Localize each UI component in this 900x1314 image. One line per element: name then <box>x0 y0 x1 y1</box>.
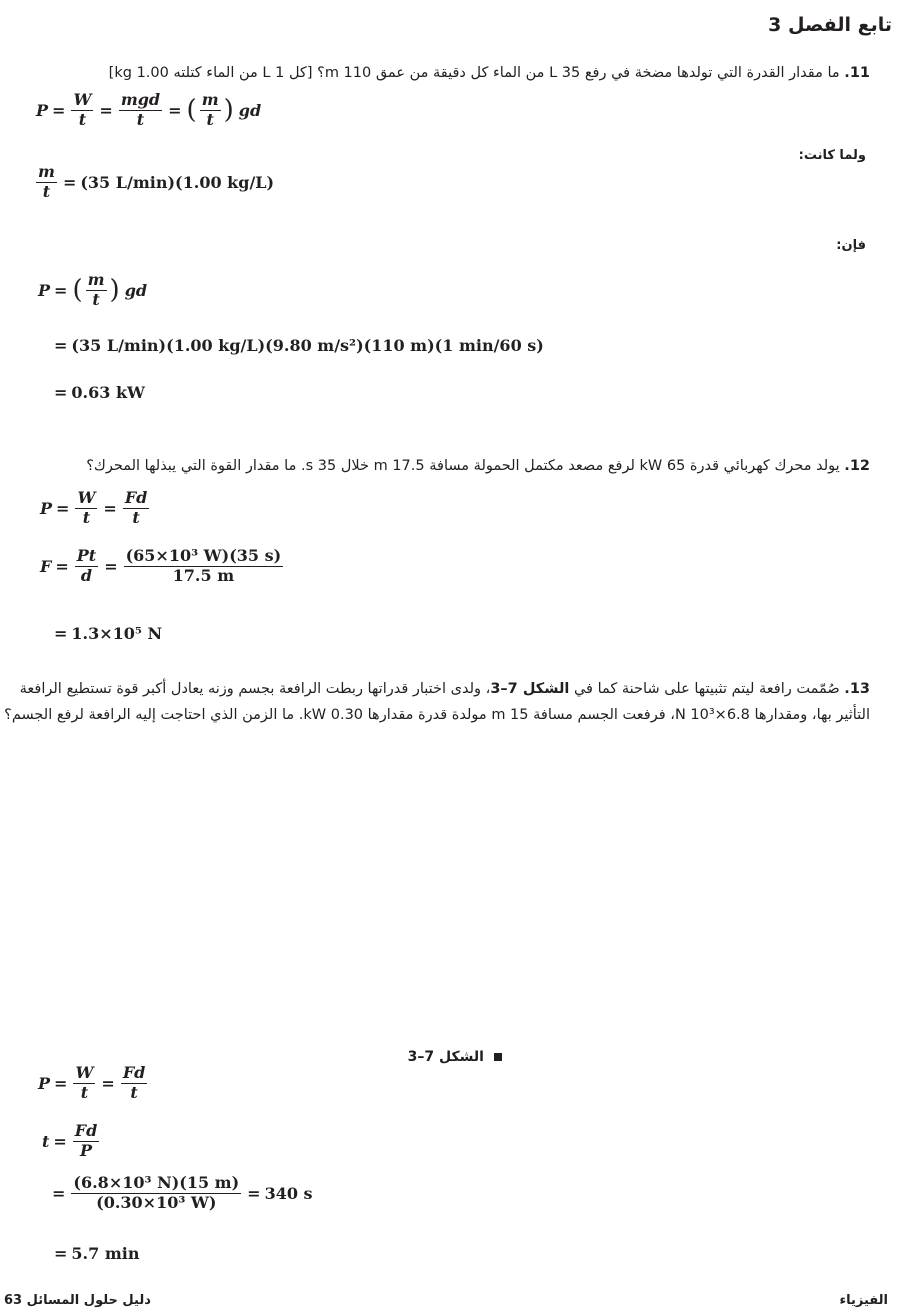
question-12 <box>4 453 870 479</box>
question-number: 12. <box>844 458 870 474</box>
q13-equation-power: P = $\frac{W}{t}$ = $\frac{Fd}{t}$ <box>38 1063 146 1102</box>
q13-answer: = 5.7 min <box>54 1244 140 1263</box>
footer-page-label: دليل حلول المسائل 63 <box>4 1293 151 1308</box>
question-text: يولد محرك كهربائي قدرة 65 kW لرفع مصعد مكتمل الحمولة مسافة 17.5 m خلال 35 s. ما مقدار القوة التي يبذلها المحرك؟ <box>86 458 840 474</box>
q11-equation-substitute: P = ( $\frac{m}{t}$ ) gd <box>38 270 148 309</box>
q11-equation-values: = (35 L/min)(1.00 kg/L)(9.80 m/s²)(110 m)(1 min/60 s) <box>54 336 544 355</box>
q12-answer: = 1.3×10⁵ N <box>54 624 163 643</box>
q13-equation-values: = $\frac{\text{(6.8×10³ N)(15 m)}}{\text{(0.30×10³ W)}}$ = 340 s <box>52 1173 313 1212</box>
q12-equation-power: P = $\frac{W}{t}$ = $\frac{Fd}{t}$ <box>40 488 148 527</box>
label-since: ولما كانت: <box>798 148 866 163</box>
question-number: 11. <box>844 65 870 81</box>
question-13: 13. صُمّمت رافعة ليتم تثبيتها على شاحنة كما في الشكل 7–3، ولدى اختبار قدراتها ربطت الرافعة بجسم وزنه يعادل أكبر قوة تستطيع الرافعة التأثير بها، ومقدارها 6.8×10³ N، فرفعت الجسم مسافة 15 m مولدة قدرة مقدارها 0.30 kW. ما الزمن الذي احتاجت إليه الرافعة لرفع الجسم؟ <box>4 681 870 723</box>
question-11 <box>10 60 870 86</box>
q11-equation-power: P = $\frac{W}{t}$ = $\frac{\text{mgd}}{t}$ = ( $\frac{m}{t}$ ) gd <box>36 90 262 129</box>
question-number: 13. <box>844 681 870 697</box>
q12-equation-force: F = $\frac{Pt}{d}$ = $\frac{\text{(65×10³ W)(35 s)}}{17.5 m}$ <box>40 546 282 585</box>
square-bullet-icon <box>494 1053 502 1061</box>
label-then: فإن: <box>836 238 866 253</box>
page-title: تابع الفصل 3 <box>768 14 892 36</box>
q11-answer: = 0.63 kW <box>54 383 145 402</box>
question-text: ما مقدار القدرة التي تولدها مضخة في رفع 35 L من الماء كل دقيقة من عمق 110 m؟ [كل 1 L من الماء كتلته 1.00 kg] <box>108 65 840 81</box>
q13-equation-time: t = $\frac{Fd}{P}$ <box>42 1121 98 1160</box>
footer-subject: الفيزياء <box>839 1293 888 1308</box>
figure-caption: الشكل 7–3 <box>302 1044 502 1070</box>
figure-reference: الشكل 7–3 <box>490 681 570 697</box>
q11-equation-mass-rate: $\frac{m}{t}$ = (35 L/min)(1.00 kg/L) <box>38 162 275 201</box>
